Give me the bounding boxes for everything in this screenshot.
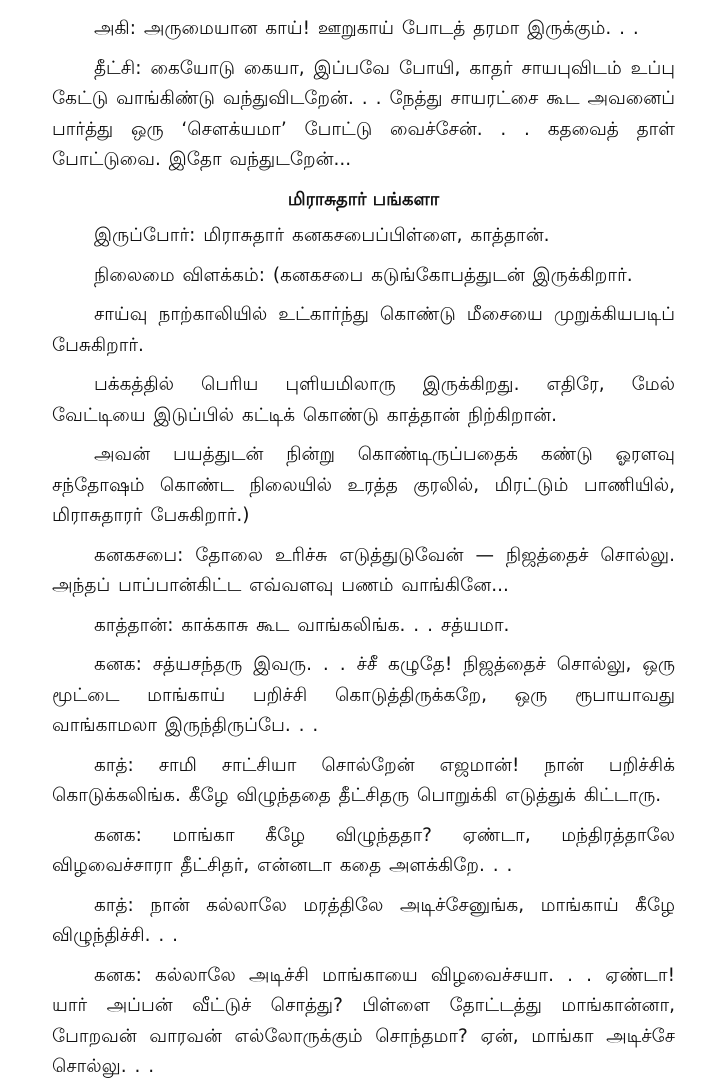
- dialogue-paragraph: கனக: மாங்கா கீழே விழுந்ததா? ஏண்டா, மந்திரத்தாலே விழவைச்சாரா தீட்சிதர், என்னடா கதை அளக்கிறே. . .: [52, 824, 675, 876]
- dialogue-paragraph: கனக: சத்யசந்தரு இவரு. . . ச்சீ கழுதே! நிஜத்தைச் சொல்லு, ஒரு மூட்டை மாங்காய் பறிச்சி கொடுத்திருக்கறே, ஒரு ரூபாயாவது வாங்காமலா இருந்திருப்பே. . .: [52, 654, 675, 736]
- dialogue-paragraph: காத்தான்: காக்காசு கூட வாங்கலிங்க. . . சத்யமா.: [94, 614, 510, 636]
- stage-direction: அவன் பயத்துடன் நின்று கொண்டிருப்பதைக் கண்டு ஓரளவு சந்தோஷம் கொண்ட நிலையில் உரத்த குரலில், மிரட்டும் பாணியில், மிராசுதாரர் பேசுகிறார்.): [52, 444, 675, 526]
- dialogue-paragraph: கனகசபை: தோலை உரிச்சு எடுத்துடுவேன் — நிஜத்தைச் சொல்லு. அந்தப் பாப்பான்கிட்ட எவ்வளவு பணம் வாங்கினே...: [52, 544, 675, 596]
- dialogue-paragraph: காத்: சாமி சாட்சியா சொல்றேன் எஜமான்! நான் பறிச்சிக் கொடுக்கலிங்க. கீழே விழுந்ததை தீட்சிதரு பொறுக்கி எடுத்துக் கிட்டாரு.: [52, 754, 675, 806]
- dialogue-paragraph: காத்: நான் கல்லாலே மரத்திலே அடிச்சேனுங்க, மாங்காய் கீழே விழுந்திச்சி. . .: [52, 894, 675, 946]
- scene-heading: மிராசுதார் பங்களா: [287, 188, 440, 210]
- dialogue-paragraph: அகி: அருமையான காய்! ஊறுகாய் போடத் தரமா இருக்கும். . .: [94, 18, 639, 39]
- stage-direction: நிலைமை விளக்கம்: (கனகசபை கடுங்கோபத்துடன் இருக்கிறார்.: [94, 264, 633, 286]
- dialogue-paragraph: கனக: கல்லாலே அடிச்சி மாங்காயை விழவைச்சயா. . . ஏண்டா! யார் அப்பன் வீட்டுச் சொத்து? பிள்ளை தோட்டத்து மாங்கான்னா, போறவன் வாரவன் எல்லோருக்கும் சொந்தமா? ஏன், மாங்கா அடிச்சே சொல்லு. . .: [52, 964, 675, 1077]
- stage-direction: சாய்வு நாற்காலியில் உட்கார்ந்து கொண்டு மீசையை முறுக்கியபடிப் பேசுகிறார்.: [52, 304, 675, 356]
- characters-present: இருப்போர்: மிராசுதார் கனகசபைப்பிள்ளை, காத்தான்.: [94, 225, 550, 246]
- dialogue-paragraph: தீட்சி: கையோடு கையா, இப்பவே போயி, காதர் சாயபுவிடம் உப்பு கேட்டு வாங்கிண்டு வந்துவிடறேன். . . நேத்து சாயரட்சை கூட அவனைப் பார்த்து ஒரு ‘சௌக்யமா’ போட்டு வைச்சேன். . . கதவைத் தாள் போட்டுவை. இதோ வந்துடறேன்...: [52, 57, 675, 170]
- stage-direction: பக்கத்தில் பெரிய புளியமிலாரு இருக்கிறது. எதிரே, மேல் வேட்டியை இடுப்பில் கட்டிக் கொண்டு காத்தான் நிற்கிறான்.: [52, 374, 675, 426]
